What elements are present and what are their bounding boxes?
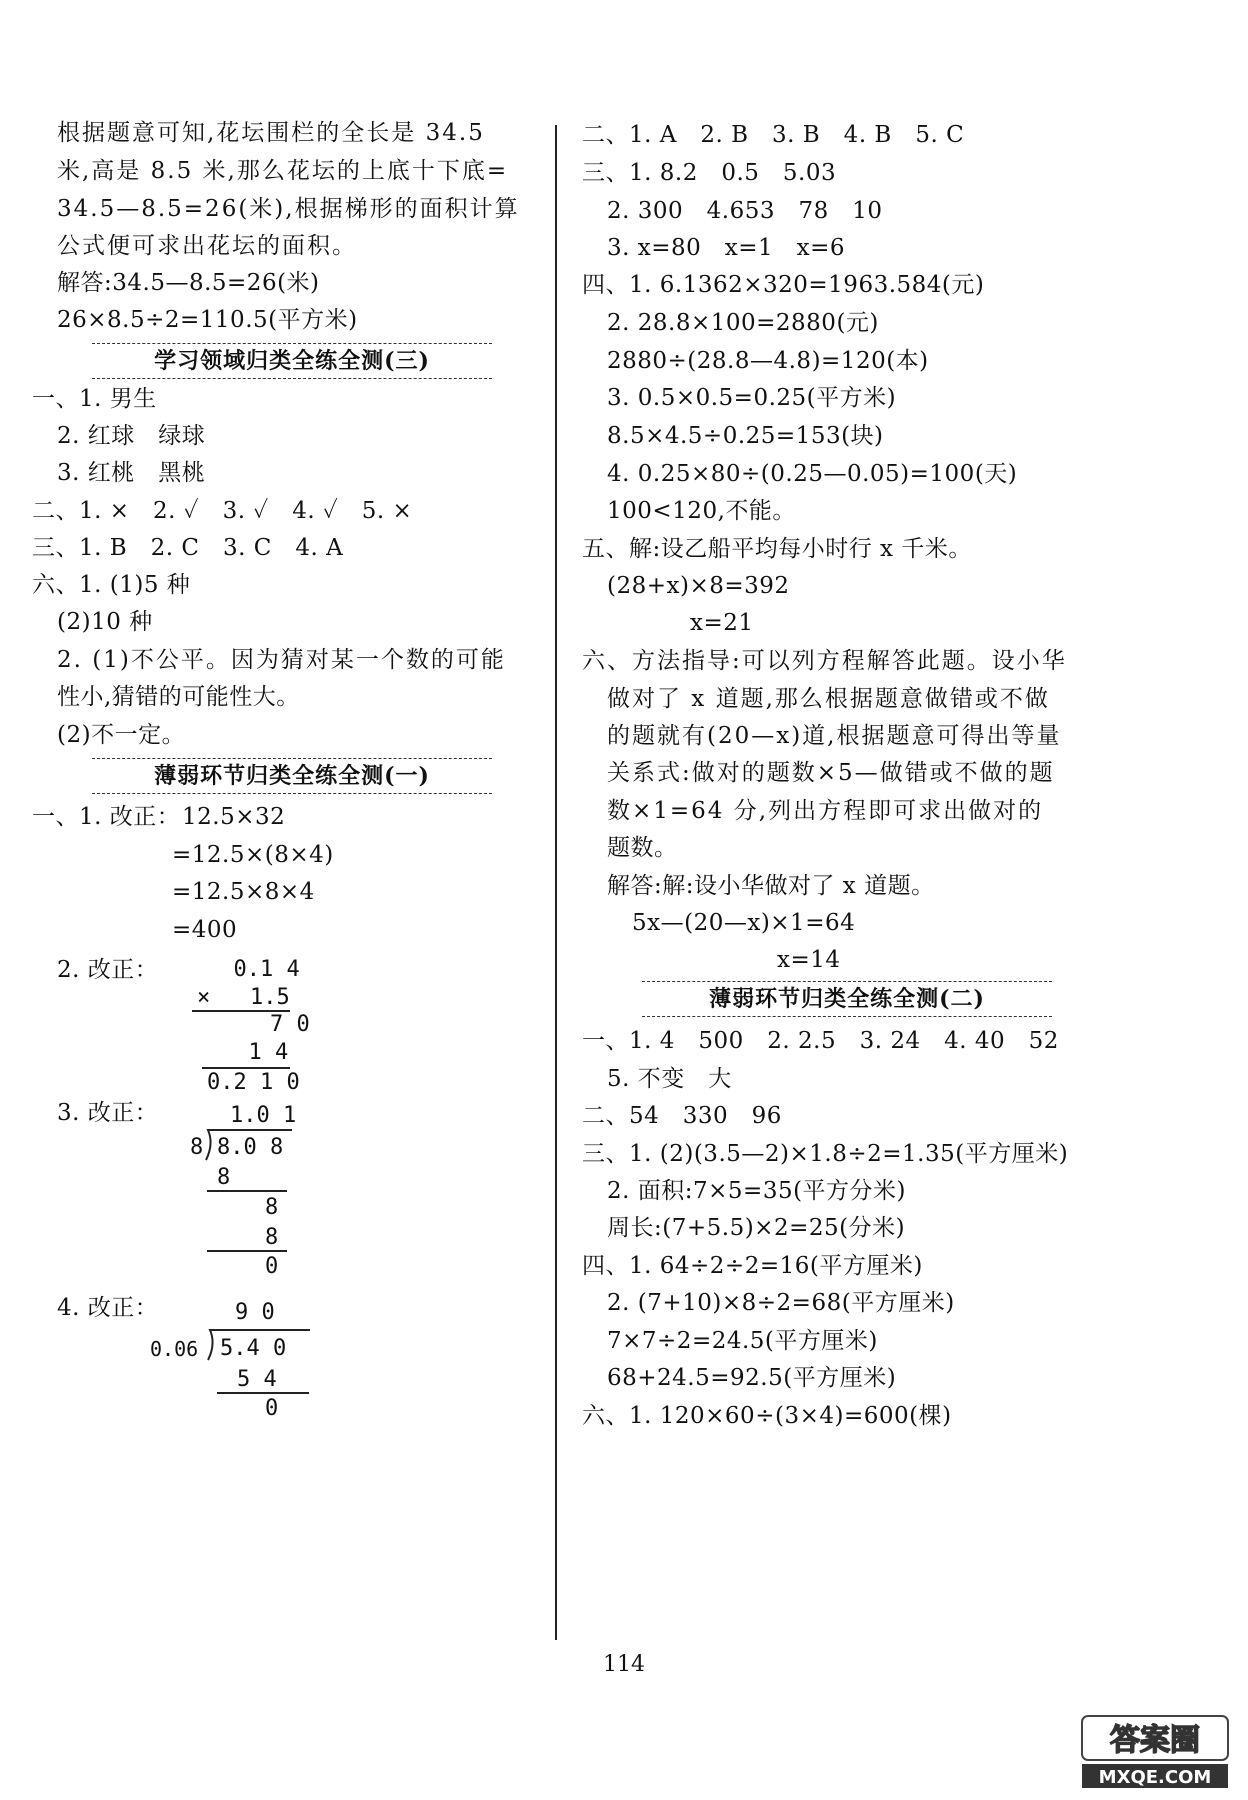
calc-rule — [202, 1067, 290, 1069]
column-divider — [555, 125, 557, 1640]
text-line: 的题就有(20—x)道,根据题意可得出等量 — [607, 723, 1062, 749]
text-line: 3. 红桃 黑桃 — [57, 460, 206, 486]
text-line: 2. 300 4.653 78 10 — [607, 198, 883, 224]
text-line: 五、解:设乙船平均每小时行 x 千米。 — [582, 536, 972, 562]
calc-row: 0.2 1 0 — [207, 1070, 300, 1095]
text-line: 六、1. 120×60÷(3×4)=600(棵) — [582, 1403, 952, 1429]
text-line: 2. 28.8×100=2880(元) — [607, 310, 879, 336]
division-step: 8 — [217, 1165, 231, 1190]
answer-label: 一、1. 改正： — [32, 804, 181, 830]
text-line: 解答:解:设小华做对了 x 道题。 — [607, 873, 935, 899]
text-line: 六、1. (1)5 种 — [32, 572, 191, 598]
calc-row: × 1.5 — [197, 985, 290, 1010]
division-step: 0 — [265, 1254, 279, 1279]
division-quotient: 1.0 1 — [230, 1103, 297, 1128]
text-line: 5x—(20—x)×1=64 — [632, 910, 856, 936]
text-line: 周长:(7+5.5)×2=25(分米) — [607, 1215, 906, 1241]
division-step: 8 — [265, 1195, 279, 1220]
calc-row: 0.1 4 — [207, 957, 300, 982]
text-line: 做对了 x 道题,那么根据题意做错或不做 — [607, 686, 1050, 712]
text-line: (2)10 种 — [57, 609, 153, 635]
text-line: (28+x)×8=392 — [607, 573, 790, 599]
calc-row: 7 0 — [217, 1012, 310, 1037]
text-line: 26×8.5÷2=110.5(平方米) — [57, 307, 358, 333]
division-step: 8 — [265, 1225, 279, 1250]
text-line: 2880÷(28.8—4.8)=120(本) — [607, 348, 929, 374]
calc-rule — [207, 1190, 287, 1192]
division-divisor: 8 — [190, 1135, 204, 1160]
text-line: 公式便可求出花坛的面积。 — [57, 233, 357, 259]
text-line: 三、1. (2)(3.5—2)×1.8÷2=1.35(平方厘米) — [582, 1141, 1069, 1167]
calc-row: 1 4 — [222, 1040, 289, 1065]
text-line: 一、1. 男生 — [32, 386, 157, 412]
calc-line: 12.5×32 — [182, 804, 286, 830]
text-line: 3. x=80 x=1 x=6 — [607, 235, 846, 261]
division-step: 0 — [265, 1396, 279, 1421]
calc-line: =400 — [172, 917, 238, 943]
calc-rule — [207, 1250, 287, 1252]
answer-label: 2. 改正： — [57, 957, 159, 983]
watermark-logo — [1080, 1714, 1230, 1790]
text-line: 解答:34.5—8.5=26(米) — [57, 270, 320, 296]
text-line: 68+24.5=92.5(平方厘米) — [607, 1365, 897, 1391]
text-line: 题数。 — [607, 835, 678, 861]
section-heading — [92, 343, 492, 379]
text-line: 2. (7+10)×8÷2=68(平方厘米) — [607, 1290, 955, 1316]
text-line: 二、1. A 2. B 3. B 4. B 5. C — [582, 122, 965, 148]
section-heading — [642, 981, 1052, 1017]
text-line: 根据题意可知,花坛围栏的全长是 34.5 — [57, 120, 485, 146]
text-line: 8.5×4.5÷0.25=153(块) — [607, 423, 884, 449]
text-line: 2. 红球 绿球 — [57, 423, 206, 449]
text-line: 二、54 330 96 — [582, 1103, 782, 1129]
section-heading-text: 学习领域归类全练全测(三) — [154, 348, 430, 374]
section-heading-text: 薄弱环节归类全练全测(一) — [154, 763, 430, 789]
division-step: 5 4 — [237, 1367, 277, 1392]
svg-text:答案圈: 答案圈 — [1110, 1723, 1200, 1758]
calc-rule — [217, 1392, 309, 1394]
text-line: (2)不一定。 — [57, 722, 186, 748]
text-line: 5. 不变 大 — [607, 1066, 732, 1092]
text-line: 性小,猜错的可能性大。 — [57, 684, 300, 710]
watermark-logo-graphic — [1080, 1714, 1230, 1790]
text-line: 三、1. B 2. C 3. C 4. A — [32, 535, 344, 561]
text-line: 2. 面积:7×5=35(平方分米) — [607, 1178, 907, 1204]
text-line: 34.5—8.5=26(米),根据梯形的面积计算 — [57, 196, 520, 222]
division-dividend: 5.4 0 — [220, 1336, 287, 1361]
text-line: 六、方法指导:可以列方程解答此题。设小华 — [582, 648, 1067, 674]
text-line: 一、1. 4 500 2. 2.5 3. 24 4. 40 52 — [582, 1028, 1059, 1054]
answer-label: 3. 改正： — [57, 1100, 159, 1126]
page-number: 114 — [603, 1652, 645, 1677]
section-heading-text: 薄弱环节归类全练全测(二) — [709, 986, 985, 1012]
calc-line: =12.5×(8×4) — [172, 842, 334, 868]
text-line: 4. 0.25×80÷(0.25—0.05)=100(天) — [607, 461, 1018, 487]
text-line: 四、1. 6.1362×320=1963.584(元) — [582, 272, 985, 298]
svg-text:MXQE.COM: MXQE.COM — [1098, 1767, 1212, 1788]
division-dividend: 8.0 8 — [217, 1135, 284, 1160]
text-line: 四、1. 64÷2÷2=16(平方厘米) — [582, 1253, 923, 1279]
section-heading — [92, 758, 492, 794]
text-line: 100<120,不能。 — [607, 498, 796, 524]
calc-line: =12.5×8×4 — [172, 879, 315, 905]
text-line: 2. (1)不公平。因为猜对某一个数的可能 — [57, 647, 506, 673]
division-divisor: 0.06 — [150, 1337, 199, 1361]
text-line: 7×7÷2=24.5(平方厘米) — [607, 1328, 878, 1354]
text-line: 关系式:做对的题数×5—做错或不做的题 — [607, 760, 1055, 786]
text-line: 3. 0.5×0.5=0.25(平方米) — [607, 385, 897, 411]
text-line: x=21 — [690, 610, 754, 636]
text-line: 米,高是 8.5 米,那么花坛的上底十下底= — [57, 158, 509, 184]
division-quotient: 9 0 — [235, 1300, 275, 1325]
text-line: 数×1=64 分,列出方程即可求出做对的 — [607, 798, 1044, 824]
answer-label: 4. 改正： — [57, 1295, 159, 1321]
text-line: 二、1. × 2. ✓ 3. ✓ 4. ✓ 5. × — [32, 498, 413, 524]
text-line: x=14 — [777, 947, 841, 973]
text-line: 三、1. 8.2 0.5 5.03 — [582, 160, 837, 186]
